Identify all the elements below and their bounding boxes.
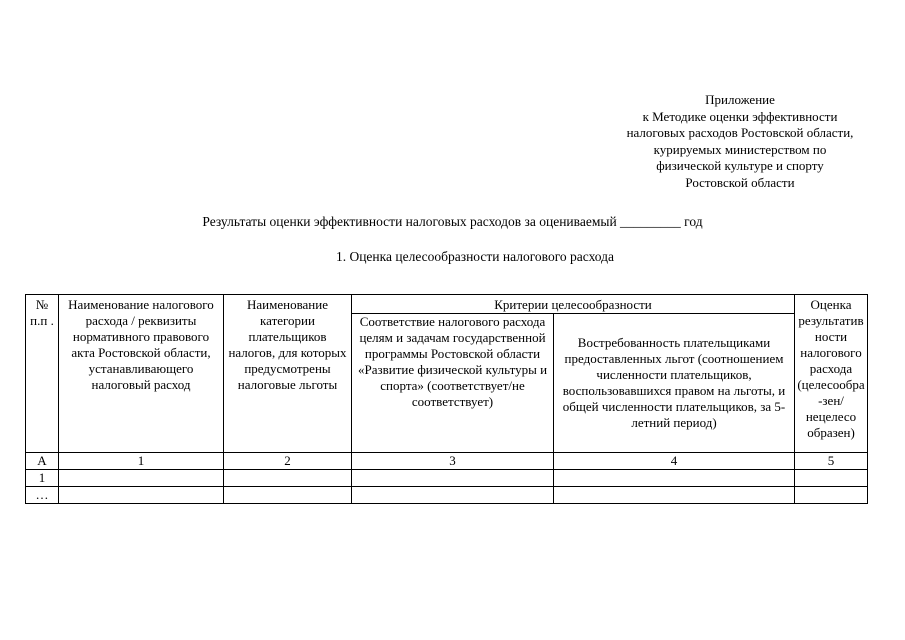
appendix-line: физической культуре и спорту [656, 158, 824, 173]
table-cell [59, 470, 224, 487]
assessment-table [25, 294, 868, 504]
header-payer-category: Наименование категории плательщиков налогов, для которых предусмотрены налоговые льготы [224, 295, 352, 453]
header-demand: Востребованность плательщиками предоставленных льгот (соотношением численности плательщиков, воспользовавшихся правом на льготы, и общей численности плательщиков, за 5-летний период) [554, 314, 795, 453]
appendix-line: к Методике оценки эффективности [642, 108, 838, 124]
header-criteria: Критерии целесообразности [352, 295, 795, 314]
appendix-line: Ростовской области [685, 174, 795, 190]
index-cell: 4 [554, 453, 795, 470]
appendix-line: курируемых министерством по [653, 141, 827, 157]
table-cell [352, 470, 554, 487]
table-cell [59, 487, 224, 504]
table-cell [224, 487, 352, 504]
table-cell: … [26, 487, 59, 504]
table-cell [554, 487, 795, 504]
index-cell: 1 [59, 453, 224, 470]
header-number: № п.п . [26, 295, 59, 453]
table-cell [795, 487, 868, 504]
section-title: 1. Оценка целесообразности налогового расхода [335, 249, 615, 264]
appendix-header [595, 92, 885, 191]
table-row [26, 470, 868, 487]
header-tax-expense-name: Наименование налогового расхода / реквизиты нормативного правового акта Ростовской области, устанавливающего налоговый расход [59, 295, 224, 453]
table-cell: 1 [26, 470, 59, 487]
table-row [26, 487, 868, 504]
index-cell: 3 [352, 453, 554, 470]
table-cell [224, 470, 352, 487]
table-cell [554, 470, 795, 487]
header-compliance: Соответствие налогового расхода целям и задачам государственной программы Ростовской области «Развитие физической культуры и спорта» (соответствует/не соответствует) [352, 314, 554, 453]
index-cell: 5 [795, 453, 868, 470]
table-cell [795, 470, 868, 487]
index-cell: А [26, 453, 59, 470]
header-evaluation: Оценка результатив ности налогового расхода (целесообра-зен/нецелесо образен) [795, 295, 868, 453]
index-cell: 2 [224, 453, 352, 470]
document-title: Результаты оценки эффективности налоговых расходов за оцениваемый _________ год [202, 214, 703, 229]
column-index-row [26, 453, 868, 470]
appendix-line: налоговых расходов Ростовской области, [626, 125, 854, 140]
table-cell [352, 487, 554, 504]
appendix-line: Приложение [705, 92, 775, 107]
